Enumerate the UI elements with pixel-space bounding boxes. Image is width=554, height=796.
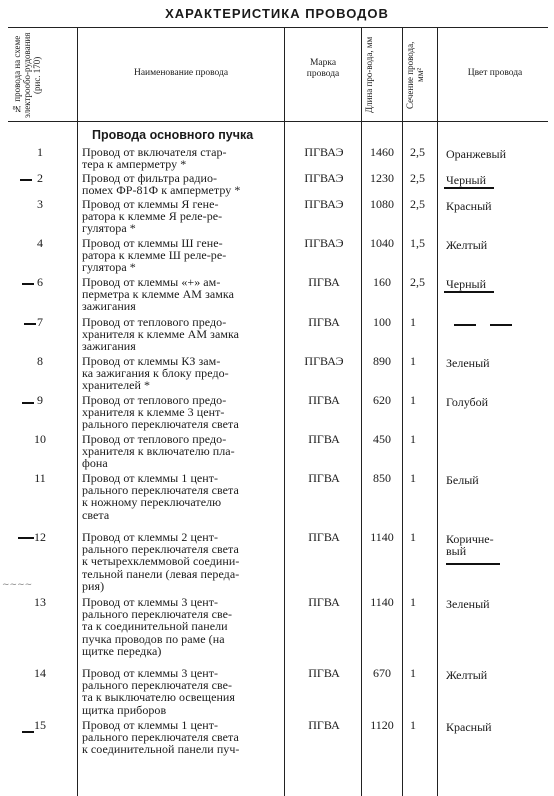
header-num: № провода на схеме электрообо-рудования (рис. 170) (12, 32, 42, 118)
wire-description (82, 237, 282, 274)
wire-mark: ПГВА (308, 393, 340, 407)
description-line: рального переключателя света (82, 542, 239, 557)
wire-description (82, 198, 282, 235)
wire-length: 620 (373, 393, 391, 407)
wire-section: 2,5 (410, 171, 425, 185)
description-line: Провод от клеммы 2 цент- (82, 530, 219, 544)
wire-number: 13 (34, 595, 46, 609)
description-line: ратора к клемме Ш реле-ре- (82, 248, 227, 263)
wire-length: 450 (373, 432, 391, 446)
description-line: к соединительной панели пуч- (82, 742, 240, 757)
pen-underline (446, 563, 500, 565)
wire-mark: ПГВА (308, 530, 340, 544)
wire-description (82, 146, 282, 170)
wire-number: 9 (37, 393, 43, 407)
wire-mark: ПГВА (308, 315, 340, 329)
description-line: фона (82, 456, 108, 471)
wire-description (82, 667, 282, 716)
wire-length: 160 (373, 275, 391, 289)
wire-color: Коричне-вый (446, 532, 494, 559)
description-line: рального переключателя света (82, 417, 239, 432)
wire-color: Зеленый (446, 356, 490, 370)
wire-length: 850 (373, 471, 391, 485)
pen-mark (22, 731, 34, 733)
table-top-rule (8, 27, 548, 28)
description-line: хранителей * (82, 378, 151, 393)
wire-description (82, 172, 282, 196)
description-line: хранителя к клемме АМ замка (82, 327, 240, 342)
wire-length: 1080 (370, 197, 394, 211)
description-line: пучка проводов по раме (на (82, 631, 225, 646)
wire-mark: ПГВА (308, 471, 340, 485)
description-line: Провод от клеммы 1 цент- (82, 471, 219, 485)
description-line: Провод от теплового предо- (82, 393, 227, 407)
description-line: щитка приборов (82, 702, 167, 717)
pen-underline (444, 291, 494, 293)
wire-number: 8 (37, 354, 43, 368)
description-line: хранителя к включателю пла- (82, 444, 235, 459)
wire-number: 12 (34, 530, 46, 544)
wire-mark: ПГВА (308, 432, 340, 446)
wire-color: Красный (446, 720, 492, 734)
wire-section: 1 (410, 718, 416, 732)
header-mark: Марка провода (306, 58, 340, 79)
wire-mark: ПГВА (308, 666, 340, 680)
description-line: ка зажигания к блоку предо- (82, 366, 229, 381)
wire-number: 3 (37, 197, 43, 211)
wire-number: 6 (37, 275, 43, 289)
wire-description (82, 355, 282, 392)
description-line: гулятора * (82, 221, 136, 236)
wire-number: 7 (37, 315, 43, 329)
description-line: Провод от теплового предо- (82, 315, 227, 329)
description-line: зажигания (82, 299, 136, 314)
wire-mark: ПГВАЭ (304, 145, 344, 159)
wire-color: Белый (446, 473, 479, 487)
wire-number: 2 (37, 171, 43, 185)
description-line: тера к амперметру * (82, 157, 187, 172)
wire-section: 1 (410, 471, 416, 485)
description-line: гулятора * (82, 260, 136, 275)
description-line: рального переключателя све- (82, 607, 233, 622)
header-color: Цвет провода (467, 68, 523, 78)
pen-underline (444, 187, 494, 189)
description-line: к ножному переключателю (82, 495, 222, 510)
description-line: щитке передка) (82, 643, 162, 658)
pen-mark (18, 537, 34, 539)
pen-mark (22, 402, 34, 404)
wire-section: 1 (410, 432, 416, 446)
wire-number: 10 (34, 432, 46, 446)
wire-mark: ПГВАЭ (304, 354, 344, 368)
wire-section: 1 (410, 666, 416, 680)
wire-length: 1140 (370, 530, 394, 544)
wire-section: 1 (410, 315, 416, 329)
wire-number: 1 (37, 145, 43, 159)
wire-description (82, 316, 282, 353)
description-line: тельной панели (левая переда- (82, 566, 240, 581)
header-bottom-rule (8, 121, 548, 122)
wire-mark: ПГВА (308, 595, 340, 609)
wire-mark: ПГВА (308, 718, 340, 732)
header-name: Наименование провода (133, 68, 229, 78)
wire-section: 2,5 (410, 275, 425, 289)
wire-color: Оранжевый (446, 147, 507, 161)
header-section: Сечение провода, мм² (405, 41, 425, 109)
wire-description (82, 433, 282, 470)
wire-section: 1,5 (410, 236, 425, 250)
description-line: Провод от клеммы «+» ам- (82, 275, 221, 289)
col-divider (77, 27, 78, 796)
description-line: Провод от клеммы КЗ зам- (82, 354, 221, 368)
wire-number: 11 (34, 471, 46, 485)
wire-number: 15 (34, 718, 46, 732)
description-line: перметра к клемме АМ замка (82, 287, 234, 302)
wire-color: Желтый (446, 238, 488, 252)
description-line: та к соединительной панели (82, 619, 228, 634)
pen-mark (22, 283, 34, 285)
description-line: ратора к клемме Я реле-ре- (82, 209, 223, 224)
wire-color: Зеленый (446, 597, 490, 611)
wire-length: 1140 (370, 595, 394, 609)
description-line: помех ФР-81Ф к амперметру * (82, 183, 241, 198)
description-line: рального переключателя света (82, 730, 239, 745)
wire-number: 14 (34, 666, 46, 680)
wire-section: 1 (410, 595, 416, 609)
wire-section: 1 (410, 393, 416, 407)
wire-color: Красный (446, 199, 492, 213)
wire-length: 1460 (370, 145, 394, 159)
description-line: зажигания (82, 339, 136, 354)
wire-mark: ПГВАЭ (304, 171, 344, 185)
col-divider (284, 27, 285, 796)
description-line: Провод от клеммы 3 цент- (82, 666, 219, 680)
section-title: Провода основного пучка (92, 128, 254, 142)
page-title: ХАРАКТЕРИСТИКА ПРОВОДОВ (165, 6, 389, 21)
col-divider (361, 27, 362, 796)
wire-length: 1230 (370, 171, 394, 185)
description-line: рального переключателя све- (82, 678, 233, 693)
wire-length: 670 (373, 666, 391, 680)
header-length: Длина про-вода, мм (364, 36, 374, 114)
col-divider (437, 27, 438, 796)
pen-mark (20, 179, 32, 181)
pencil-scribble: ~~~~ (2, 580, 33, 590)
description-line: Провод от теплового предо- (82, 432, 227, 446)
wire-description (82, 719, 282, 756)
wire-description (82, 531, 282, 592)
wire-length: 1120 (370, 718, 394, 732)
wire-description (82, 276, 282, 313)
wire-description (82, 472, 282, 521)
wire-number: 4 (37, 236, 43, 250)
wire-section: 1 (410, 530, 416, 544)
pen-mark (454, 324, 476, 326)
col-divider (402, 27, 403, 796)
wire-section: 2,5 (410, 197, 425, 211)
wire-length: 1040 (370, 236, 394, 250)
wire-color: Голубой (446, 395, 489, 409)
wire-length: 890 (373, 354, 391, 368)
description-line: Провод от клеммы Ш гене- (82, 236, 223, 250)
wire-section: 2,5 (410, 145, 425, 159)
wire-description (82, 394, 282, 431)
description-line: Провод от фильтра радио- (82, 171, 218, 185)
wire-mark: ПГВАЭ (304, 236, 344, 250)
pen-mark (490, 324, 512, 326)
description-line: Провод от включателя стар- (82, 145, 227, 159)
description-line: Провод от клеммы Я гене- (82, 197, 219, 211)
description-line: Провод от клеммы 3 цент- (82, 595, 219, 609)
wire-section: 1 (410, 354, 416, 368)
wire-mark: ПГВАЭ (304, 197, 344, 211)
description-line: к четырехклеммовой соедини- (82, 554, 240, 569)
pen-mark (24, 323, 36, 325)
description-line: света (82, 507, 110, 522)
wire-color: Желтый (446, 668, 488, 682)
description-line: рия) (82, 578, 105, 593)
wire-description (82, 596, 282, 657)
description-line: хранителя к клемме 3 цент- (82, 405, 225, 420)
wire-length: 100 (373, 315, 391, 329)
description-line: рального переключателя света (82, 483, 239, 498)
wire-color: Черный (446, 173, 487, 187)
description-line: та к выключателю освещения (82, 690, 235, 705)
wire-color: Черный (446, 277, 487, 291)
wire-mark: ПГВА (308, 275, 340, 289)
description-line: Провод от клеммы 1 цент- (82, 718, 219, 732)
